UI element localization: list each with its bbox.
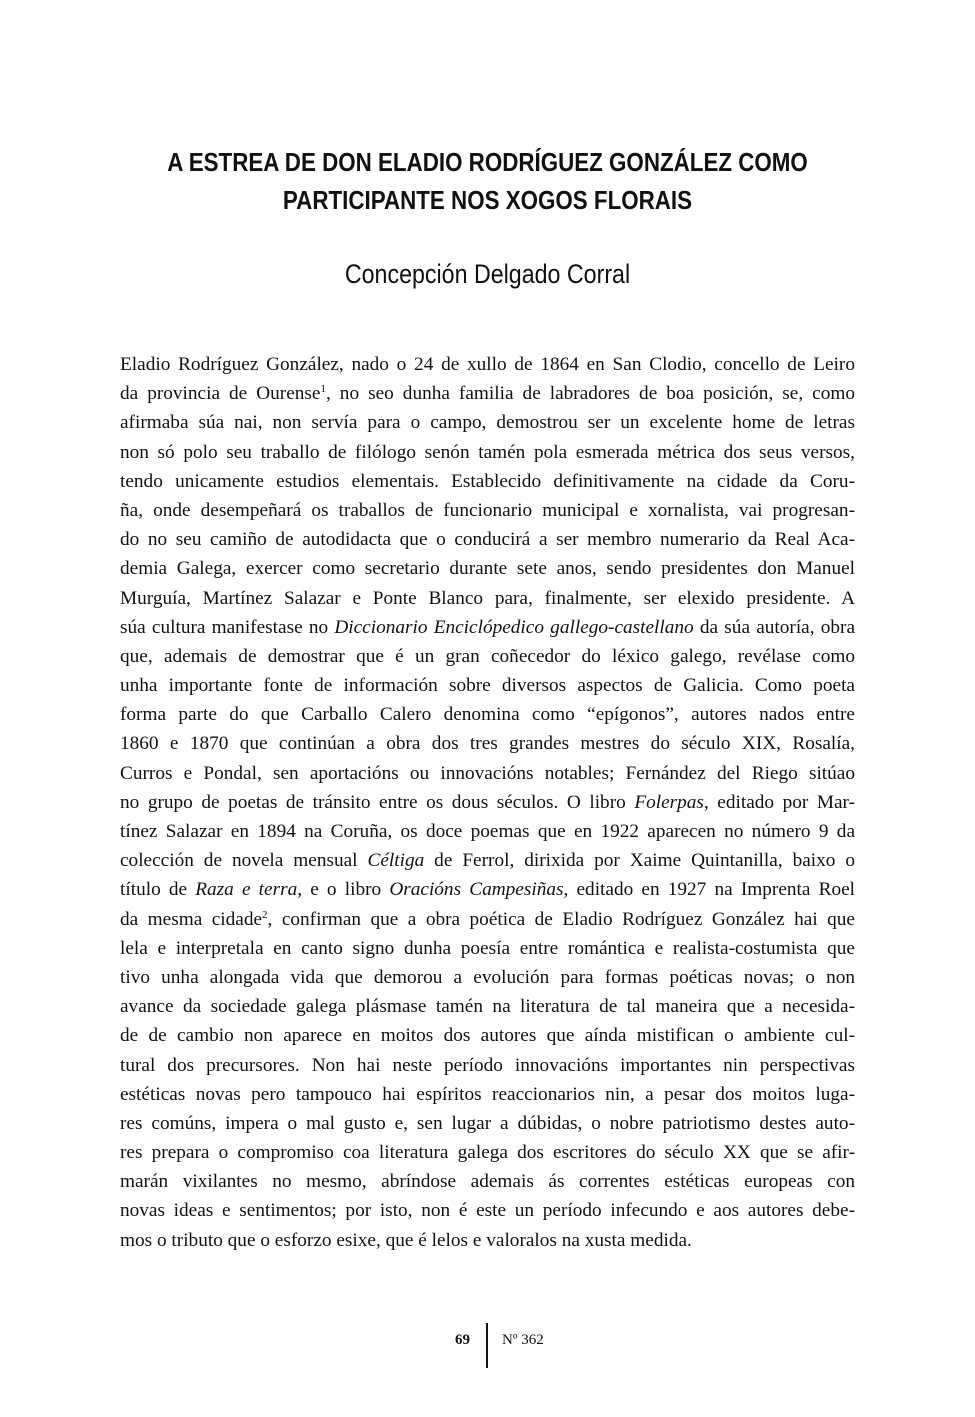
body-text-run: unha importante fonte de información sobre diversos aspectos de Galicia. Como poeta: [120, 675, 855, 697]
body-line: [120, 379, 855, 408]
italic-title: Raza e terra: [195, 879, 298, 901]
body-line: [120, 934, 855, 963]
body-text-run: res prepara o compromiso coa literatura galega dos escritores do século XX que se afir-: [120, 1142, 855, 1164]
body-text-run: forma parte do que Carballo Calero denomina como “epígonos”, autores nados entre: [120, 704, 855, 726]
body-line: [120, 1051, 855, 1080]
body-text-run: súa cultura manifestase no: [120, 616, 335, 638]
body-text-run: Eladio Rodríguez González, nado o 24 de xullo de 1864 en San Clodio, concello de Leiro: [120, 354, 855, 375]
body-line: [120, 467, 855, 496]
body-line: [120, 963, 855, 992]
body-text-run: tendo unicamente estudios elementais. Establecido definitivamente na cidade da Coru-: [120, 470, 855, 492]
body-line: [120, 1080, 855, 1109]
article-title-line: PARTICIPANTE NOS XOGOS FLORAIS: [282, 185, 693, 215]
body-text-run: , confirman que a obra poética de Eladio Rodríguez González hai que: [267, 908, 855, 930]
body-text-run: demia Galega, exercer como secretario durante sete anos, sendo presidentes don Manuel: [120, 558, 855, 580]
body-text-run: mos o tributo que o esforzo esixe, que é lelos e valoralos na xusta medida.: [120, 1229, 692, 1251]
body-text-run: , editado por Mar-: [703, 791, 855, 813]
body-line: [120, 1138, 855, 1167]
body-text-run: marán vixilantes no mesmo, abríndose ademais ás correntes estéticas europeas con: [120, 1171, 855, 1193]
page-number: 69: [455, 1332, 470, 1348]
body-line: [120, 584, 855, 613]
body-line: [120, 438, 855, 467]
article-title-line: A ESTREA DE DON ELADIO RODRÍGUEZ GONZÁLEZ COMO: [167, 147, 808, 177]
body-line: [120, 817, 855, 846]
body-line: [120, 905, 855, 934]
body-text-run: que, ademais de demostrar que é un gran coñecedor do léxico galego, revélase como: [120, 645, 855, 667]
body-text-run: res comúns, impera o mal gusto e, sen lugar a dúbidas, o nobre patriotismo destes auto-: [120, 1112, 855, 1134]
body-text-run: tivo unha alongada vida que demorou a evolución para formas poéticas novas; o non: [120, 966, 855, 988]
body-text-run: afirmaba súa nai, non servía para o campo, demostrou ser un excelente home de letras: [120, 412, 855, 434]
body-text-run: non só polo seu traballo de filólogo senón tamén pola esmerada métrica dos seus versos,: [120, 441, 855, 463]
body-text-run: , e o libro: [297, 879, 390, 901]
italic-title: Oracións Campesiñas: [389, 879, 564, 901]
body-text-run: Curros e Pondal, sen aportacións ou innovacións notables; Fernández del Riego sitúao: [120, 762, 855, 784]
body-text-run: de de cambio non aparece en moitos dos autores que aínda mistifican o ambiente cul-: [120, 1025, 855, 1047]
body-text-run: estéticas novas pero tampouco hai espíritos reaccionarios nin, a pesar dos moitos luga-: [120, 1083, 855, 1105]
body-text-run: título de: [120, 879, 196, 901]
body-text-run: da súa autoría, obra: [693, 616, 856, 638]
body-line: [120, 350, 855, 379]
body-line: [120, 1167, 855, 1196]
article-author: Concepción Delgado Corral: [344, 259, 631, 289]
body-line: [120, 846, 855, 875]
body-line: [120, 700, 855, 729]
footnote-marker: 1: [320, 383, 326, 396]
issue-number: Nº 362: [502, 1332, 544, 1348]
body-line: [120, 729, 855, 758]
body-line: [120, 1196, 855, 1225]
body-text-run: no grupo de poetas de tránsito entre os dous séculos. O libro: [120, 791, 635, 813]
body-line: [120, 992, 855, 1021]
body-text-run: ña, onde desempeñará os traballos de funcionario municipal e xornalista, vai progresan-: [120, 499, 855, 521]
body-text-run: da provincia de Ourense: [120, 383, 321, 405]
body-line: [120, 1021, 855, 1050]
body-line: [120, 671, 855, 700]
body-line: [120, 613, 855, 642]
body-text-run: da mesma cidade: [120, 908, 263, 930]
body-text-run: do no seu camiño de autodidacta que o conducirá a ser membro numerario da Real Aca-: [120, 529, 855, 551]
body-text-run: lela e interpretala en canto signo dunha poesía entre romántica e realista-costumista que: [120, 937, 855, 959]
body-line: [120, 554, 855, 583]
body-text-run: tural dos precursores. Non hai neste período innovacións importantes nin perspectivas: [120, 1054, 855, 1076]
body-line: [120, 642, 855, 671]
body-text-run: Murguía, Martínez Salazar e Ponte Blanco para, finalmente, ser elexido presidente. A: [120, 587, 855, 609]
article-title: [154, 143, 821, 219]
article-body: [120, 350, 855, 1255]
body-line: [120, 759, 855, 788]
italic-title: Céltiga: [367, 850, 425, 872]
body-line: [120, 1226, 855, 1255]
body-line: [120, 496, 855, 525]
body-text-run: novas ideas e sentimentos; por isto, non é este un período infecundo e aos autores debe-: [120, 1200, 855, 1222]
body-line: [120, 1109, 855, 1138]
body-text-run: , editado en 1927 na Imprenta Roel: [563, 879, 856, 901]
body-text-run: avance da sociedade galega plásmase tamén na literatura de tal maneira que a necesida-: [120, 996, 855, 1018]
body-line: [120, 788, 855, 817]
body-text-run: , no seo dunha familia de labradores de boa posición, se, como: [325, 383, 855, 405]
body-text-run: 1860 e 1870 que continúan a obra dos tres grandes mestres do século XIX, Rosalía,: [120, 733, 855, 755]
body-line: [120, 875, 855, 904]
body-text-run: tínez Salazar en 1894 na Coruña, os doce poemas que en 1922 aparecen no número 9 da: [120, 821, 855, 842]
footnote-marker: 2: [262, 908, 268, 921]
footer-divider: [486, 1323, 488, 1368]
italic-title: Folerpas: [634, 791, 704, 813]
page-footer: [0, 1323, 975, 1369]
body-text-run: colección de novela mensual: [120, 850, 368, 872]
italic-title: Diccionario Enciclópedico gallego-castellano: [334, 616, 694, 638]
body-line: [120, 408, 855, 437]
body-text-run: de Ferrol, dirixida por Xaime Quintanilla, baixo o: [424, 850, 855, 872]
body-line: [120, 525, 855, 554]
